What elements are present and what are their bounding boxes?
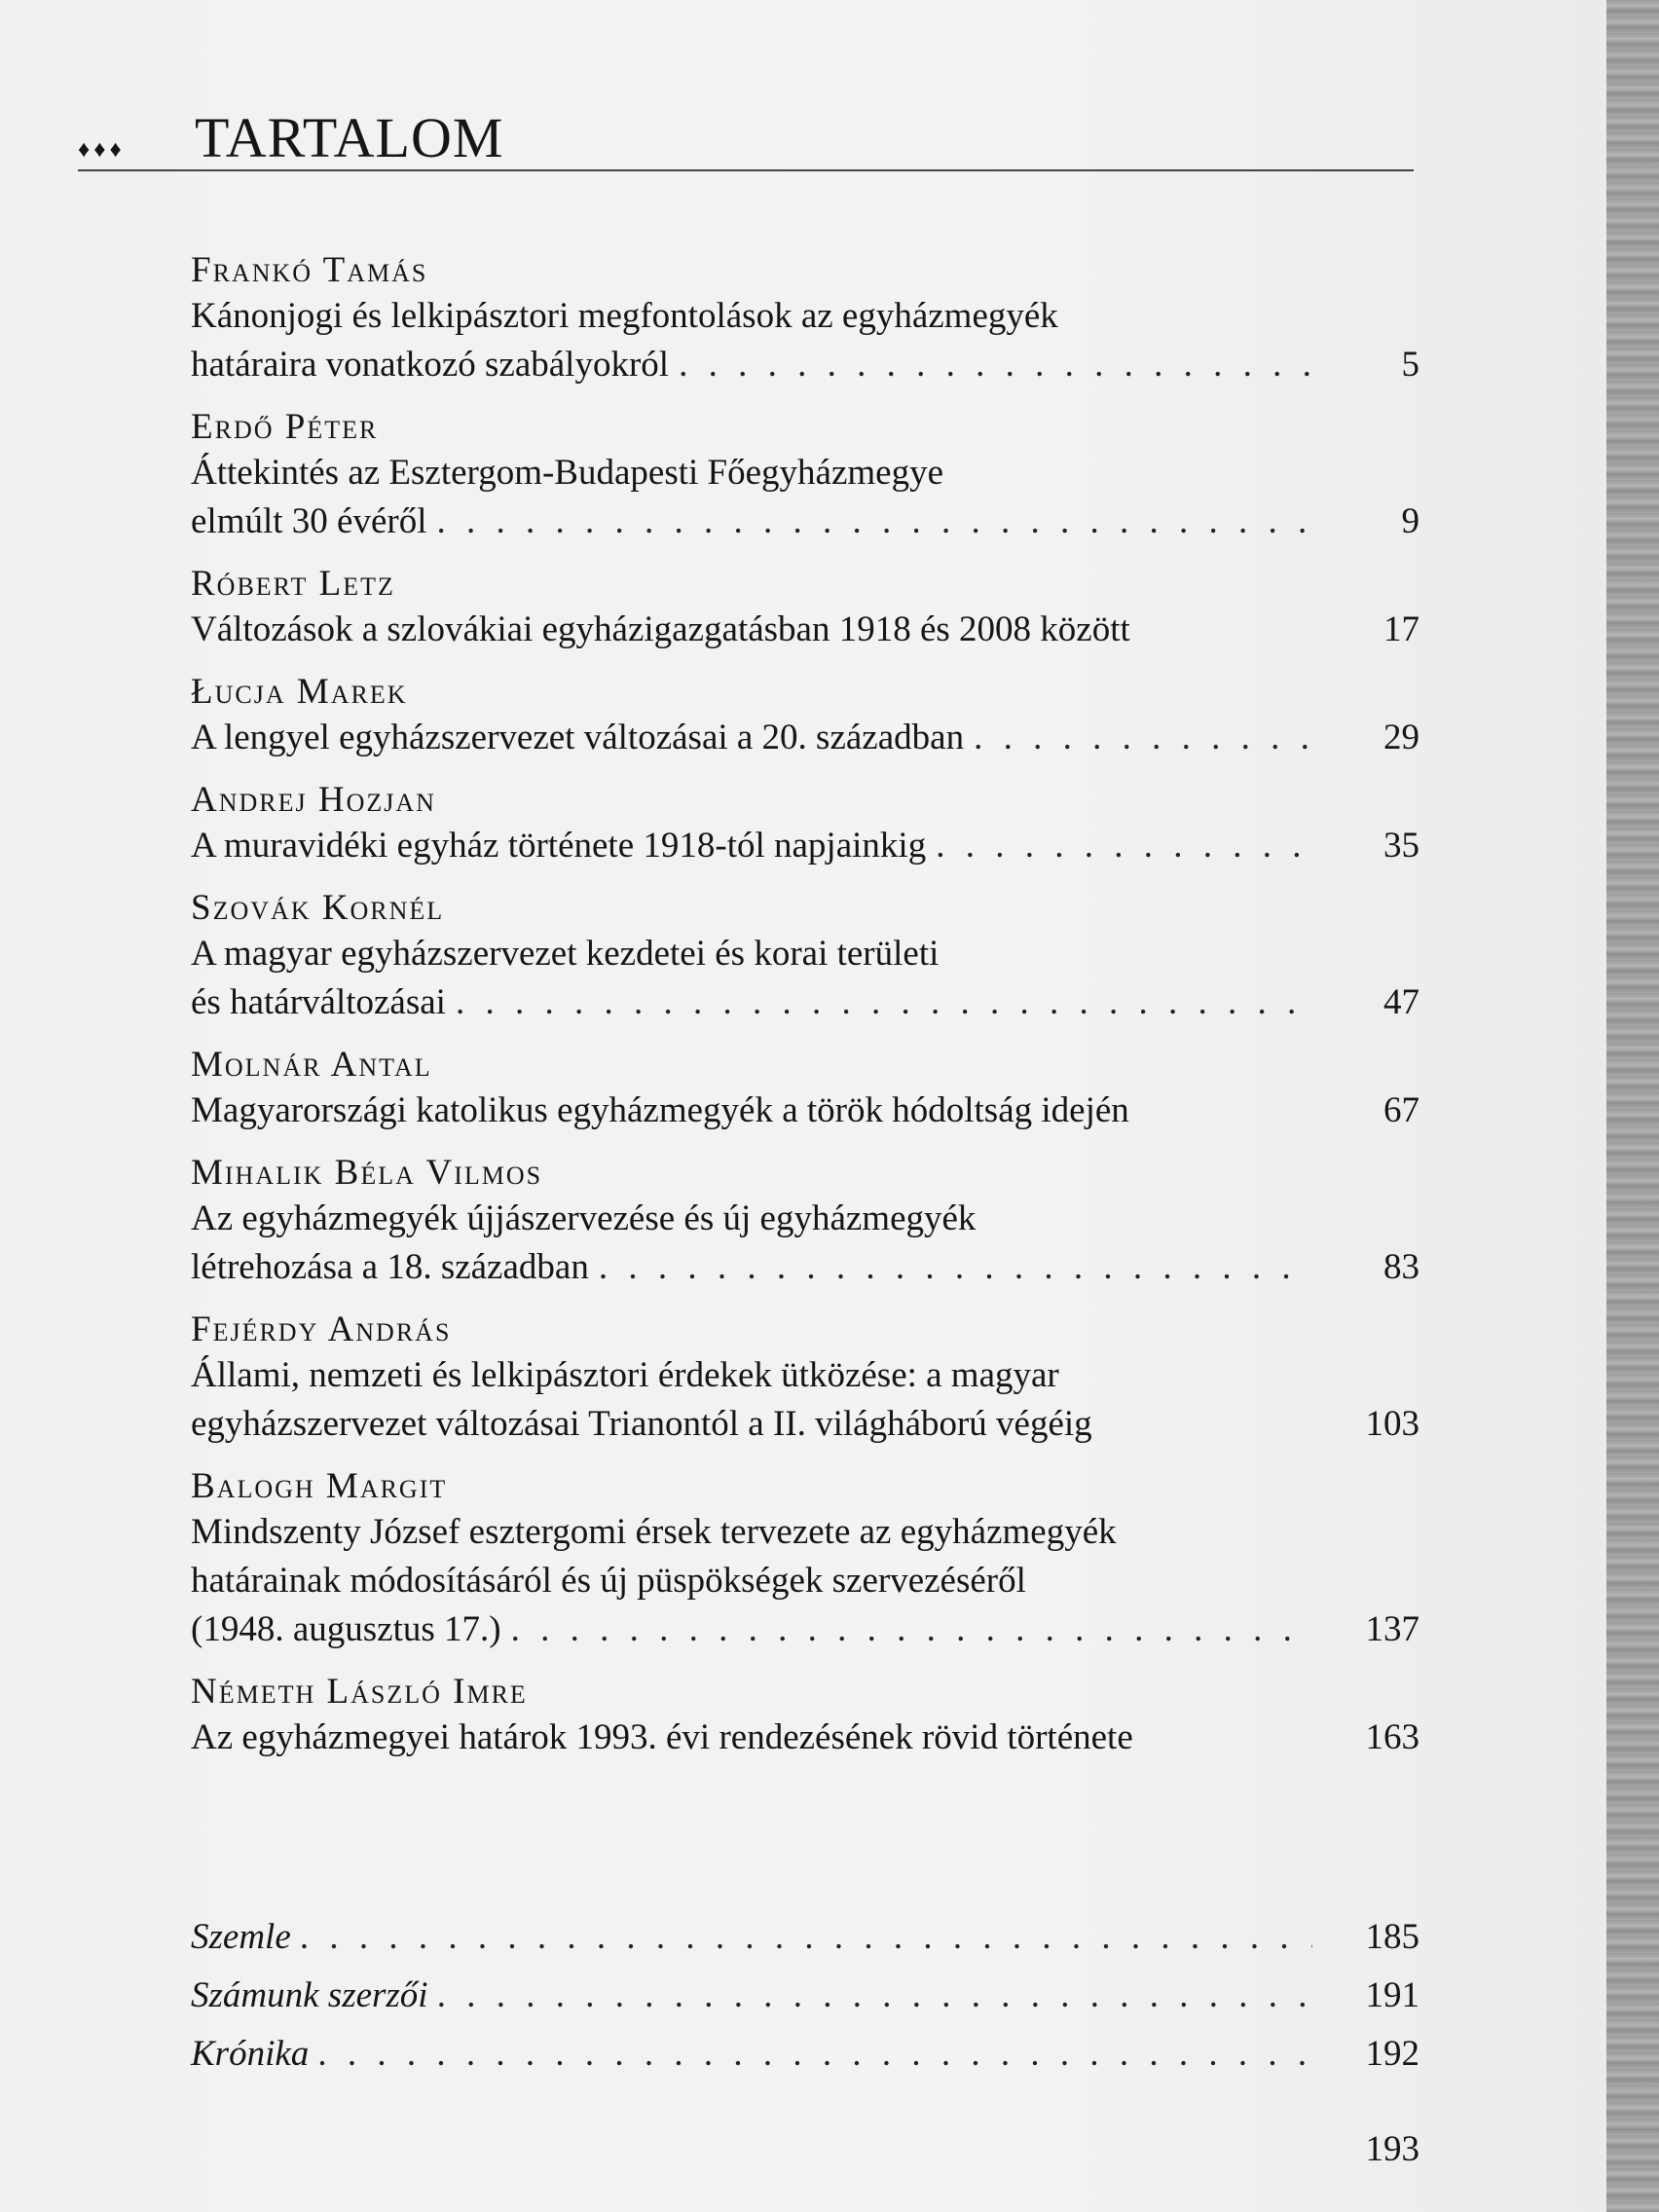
entry-page-number: 137 [1365, 1609, 1419, 1649]
entry-title-line: Kánonjogi és lelkipásztori megfontolások az egyházmegyék [191, 296, 1058, 336]
entry-page-number: 29 [1383, 718, 1419, 757]
toc-misc-list [191, 1908, 1419, 2083]
entry-author: Andrej Hozjan [191, 780, 436, 820]
entry-title-line: Változások a szlovákiai egyházigazgatásban 1918 és 2008 között [191, 609, 1130, 649]
misc-page-number: 185 [1365, 1917, 1419, 1957]
misc-label: Számunk szerzői [191, 1975, 428, 2015]
entry-page-number: 35 [1383, 826, 1419, 866]
entry-author: Mihalik Béla Vilmos [191, 1153, 543, 1193]
dot-leader [438, 1967, 1312, 2025]
entry-last-line [191, 498, 1419, 546]
header-rule [78, 169, 1414, 171]
entry-last-line [191, 1243, 1419, 1292]
entry-last-line [191, 1087, 1419, 1135]
toc-entry[interactable] [191, 249, 1419, 389]
entry-author: Németh László Imre [191, 1672, 528, 1712]
entry-title-line: A magyar egyházszervezet kezdetei és korai területi [191, 934, 940, 974]
toc-entry[interactable] [191, 1465, 1419, 1654]
entry-title-line: (1948. augusztus 17.) [191, 1609, 501, 1649]
entry-page-number: 9 [1401, 501, 1419, 541]
entry-author: Róbert Letz [191, 564, 395, 604]
entry-last-line [191, 1605, 1419, 1654]
entry-page-number: 163 [1365, 1717, 1419, 1757]
entry-last-line [191, 1714, 1419, 1762]
entry-page-number: 83 [1383, 1247, 1419, 1287]
entry-title-line: Magyarországi katolikus egyházmegyék a török hódoltság idején [191, 1090, 1129, 1130]
entry-title-line: A muravidéki egyház története 1918-tól napjainkig [191, 826, 927, 866]
entry-title-line: egyházszervezet változásai Trianontól a II. világháború végéig [191, 1404, 1092, 1444]
entry-page-number: 47 [1383, 982, 1419, 1022]
dot-leader [936, 822, 1312, 870]
dot-leader [679, 341, 1312, 389]
toc-header [78, 105, 1412, 170]
toc-entry[interactable] [191, 406, 1419, 546]
entry-title-line: létrehozása a 18. században [191, 1247, 589, 1287]
misc-label: Krónika [191, 2034, 310, 2074]
entry-title-line: Mindszenty József esztergomi érsek tervezete az egyházmegyék [191, 1512, 1117, 1552]
dot-leader [301, 1908, 1312, 1967]
entry-author: Łucja Marek [191, 672, 408, 712]
entry-title-line: Az egyházmegyei határok 1993. évi rendezésének rövid története [191, 1717, 1133, 1757]
dot-leader [456, 978, 1312, 1027]
toc-entry[interactable] [191, 1044, 1419, 1135]
entry-author: Szovák Kornél [191, 888, 445, 928]
dot-leader [437, 498, 1313, 546]
diamond-ornament-icon: ♦♦♦ [78, 137, 126, 163]
entry-page-number: 5 [1401, 345, 1419, 385]
entry-author: Erdő Péter [191, 407, 379, 447]
misc-entry[interactable] [191, 2025, 1419, 2083]
dot-leader [599, 1243, 1312, 1292]
entry-title-line: határaira vonatkozó szabályokról [191, 345, 670, 385]
entry-page-number: 67 [1383, 1090, 1419, 1130]
dot-leader [974, 714, 1312, 762]
toc-entry[interactable] [191, 563, 1419, 654]
misc-label: Szemle [191, 1917, 291, 1957]
entry-last-line [191, 822, 1419, 870]
entry-page-number: 103 [1365, 1404, 1419, 1444]
entry-last-line [191, 1400, 1419, 1449]
entry-title-line: Az egyházmegyék újjászervezése és új egyházmegyék [191, 1198, 977, 1238]
toc-list [191, 249, 1419, 1779]
dot-leader [511, 1605, 1312, 1654]
book-spine-edge [1606, 0, 1659, 2212]
entry-author: Frankó Tamás [191, 250, 428, 290]
entry-author: Molnár Antal [191, 1045, 432, 1085]
toc-entry[interactable] [191, 1671, 1419, 1762]
entry-last-line [191, 606, 1419, 654]
entry-author: Fejérdy András [191, 1309, 452, 1349]
entry-author: Balogh Margit [191, 1466, 448, 1506]
toc-entry[interactable] [191, 1152, 1419, 1292]
entry-title-line: elmúlt 30 évéről [191, 501, 427, 541]
misc-entry[interactable] [191, 1908, 1419, 1967]
toc-entry[interactable] [191, 887, 1419, 1027]
entry-title-line: határainak módosításáról és új püspökségek szervezéséről [191, 1561, 1026, 1601]
toc-entry[interactable] [191, 779, 1419, 870]
misc-page-number: 192 [1365, 2034, 1419, 2074]
page-title: TARTALOM [195, 106, 504, 169]
misc-entry[interactable] [191, 1967, 1419, 2025]
entry-last-line [191, 978, 1419, 1027]
entry-title-line: Áttekintés az Esztergom-Budapesti Főegyházmegye [191, 453, 944, 493]
entry-title-line: A lengyel egyházszervezet változásai a 20. században [191, 718, 965, 757]
entry-title-line: és határváltozásai [191, 982, 446, 1022]
dot-leader [318, 2025, 1312, 2083]
toc-entry[interactable] [191, 671, 1419, 762]
entry-page-number: 17 [1383, 609, 1419, 649]
misc-page-number: 191 [1365, 1975, 1419, 2015]
toc-entry[interactable] [191, 1309, 1419, 1449]
entry-title-line: Állami, nemzeti és lelkipásztori érdekek ütközése: a magyar [191, 1355, 1059, 1395]
page-number: 193 [1365, 2129, 1419, 2169]
entry-last-line [191, 714, 1419, 762]
entry-last-line [191, 341, 1419, 389]
